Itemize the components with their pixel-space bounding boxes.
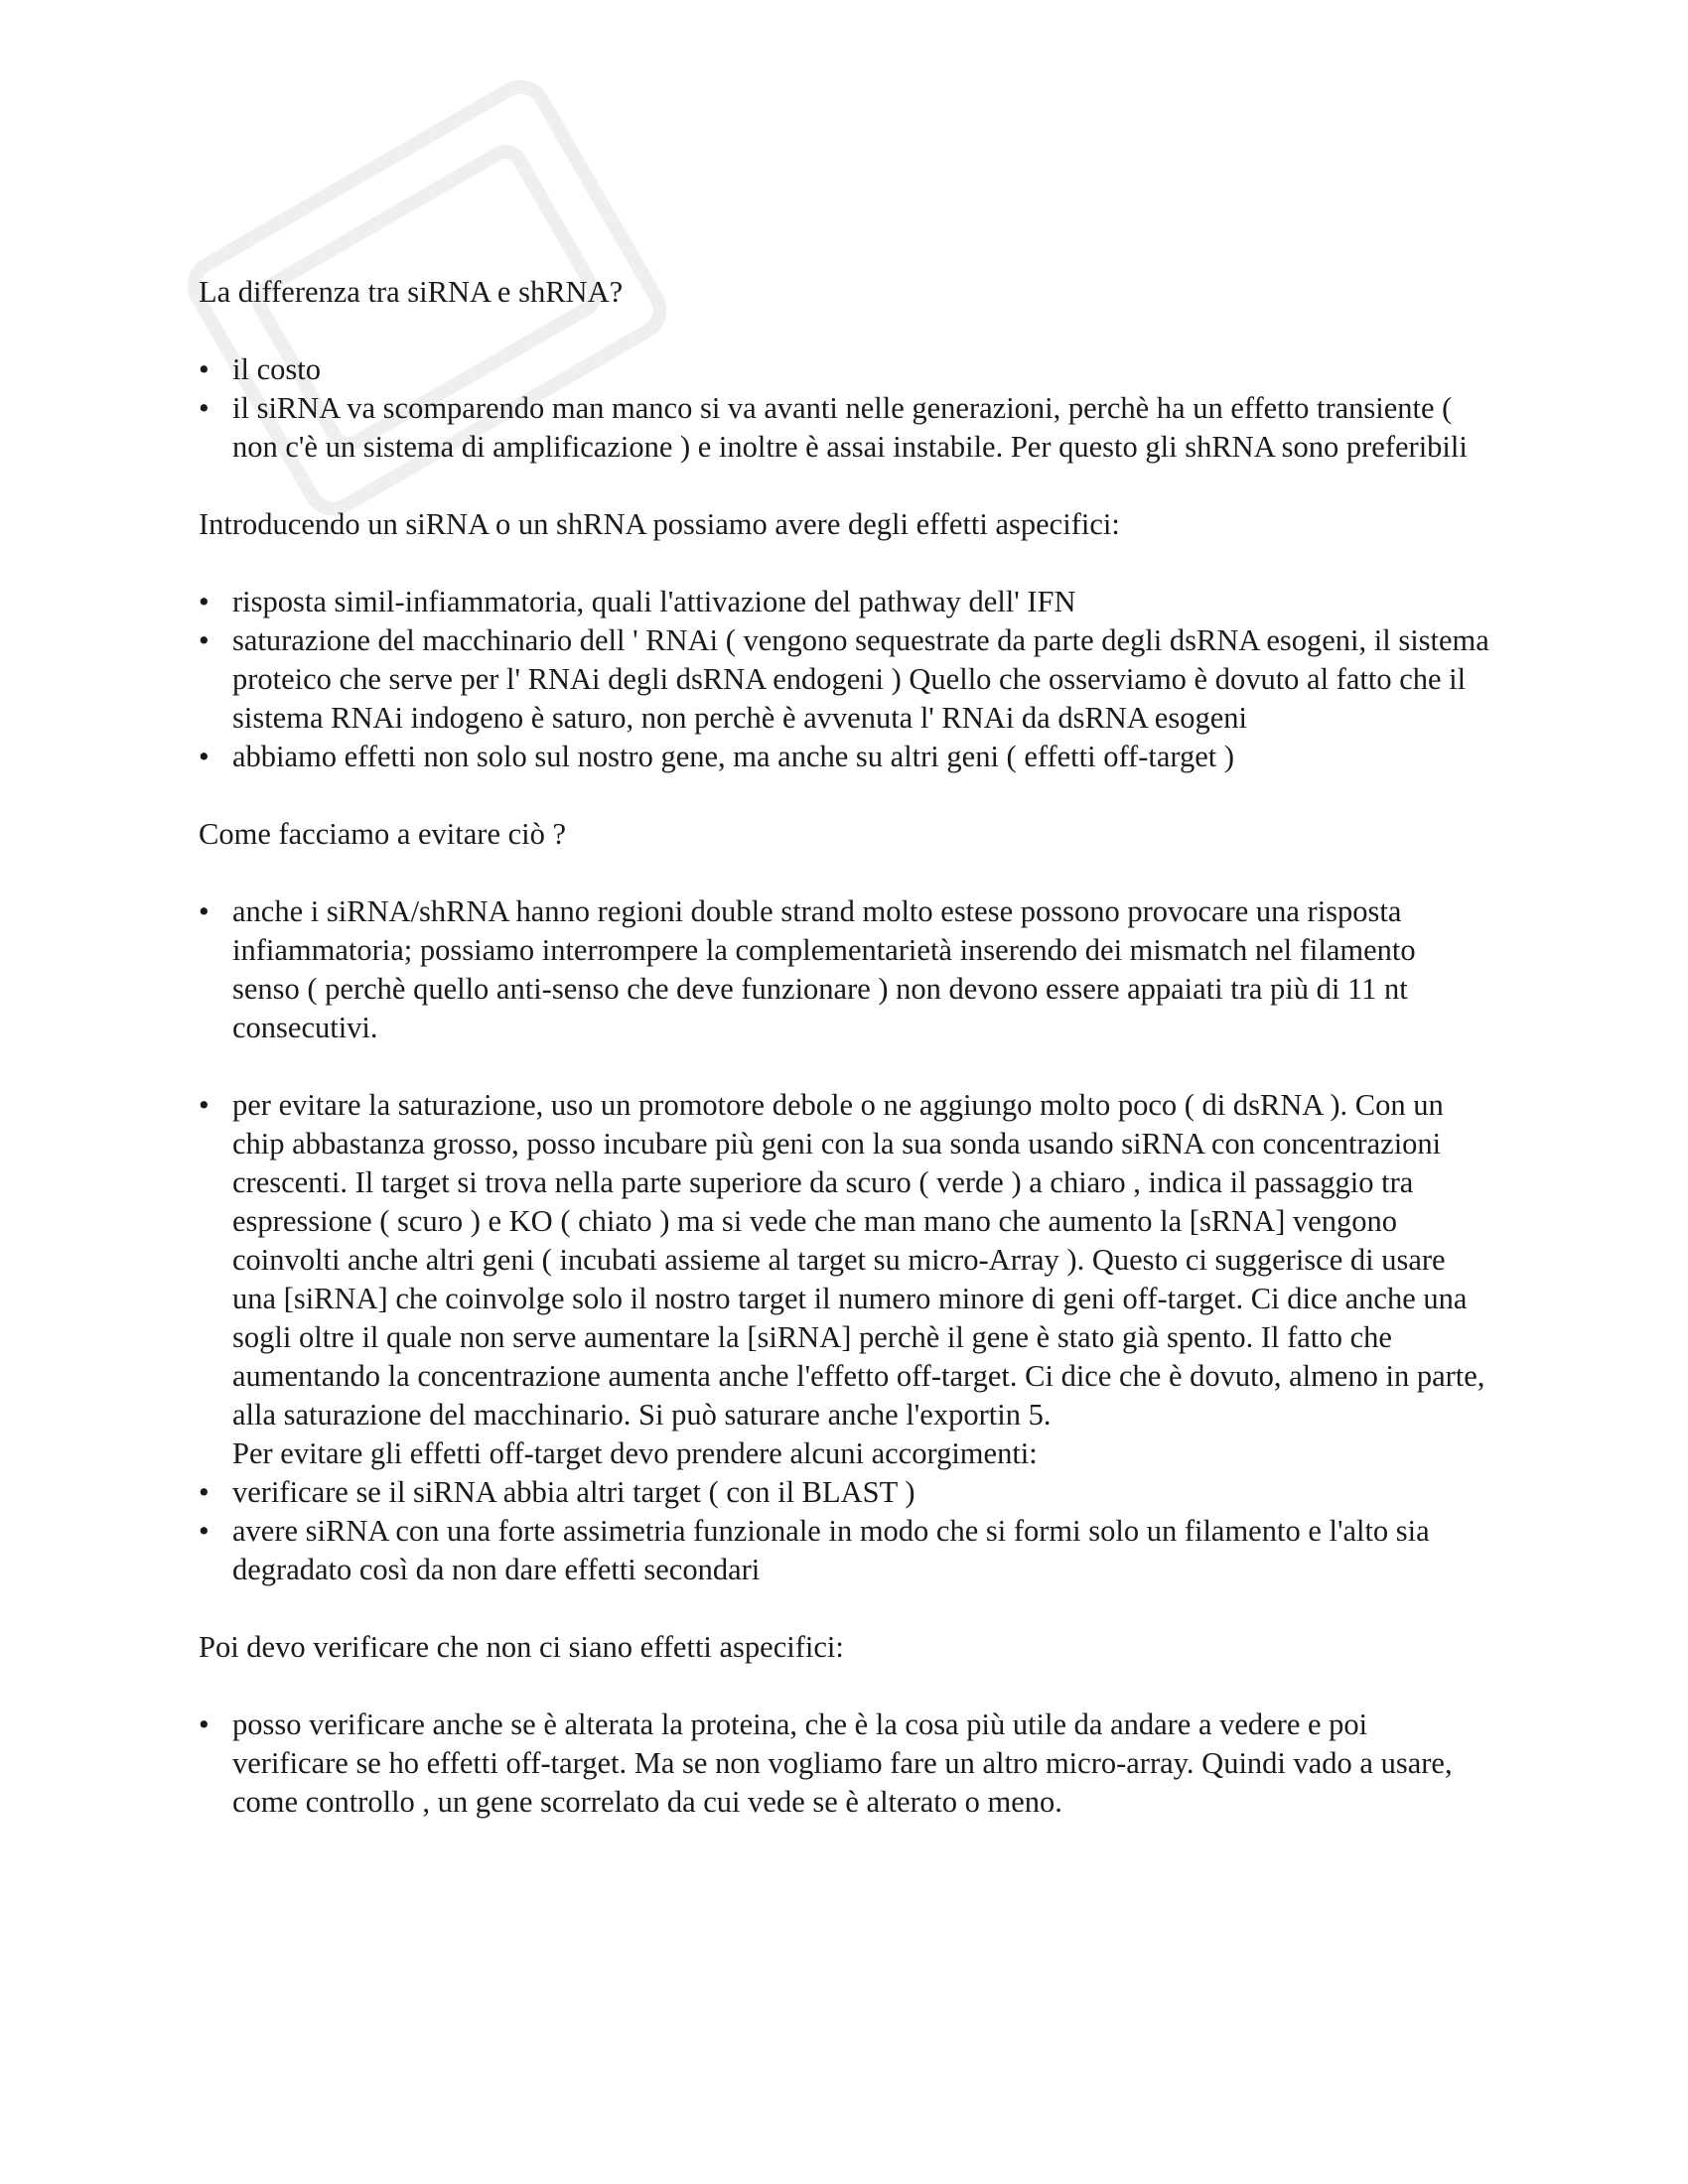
- list-item: • il siRNA va scomparendo man manco si va avanti nelle generazioni, perchè ha un effetto transiente ( non c'è un sistema di amplificazione ) e inoltre è assai instabile. Per questo gli shRNA sono preferibili: [199, 391, 1468, 464]
- document-body: [199, 273, 1489, 1860]
- indented-note: Per evitare gli effetti off-target devo prendere alcuni accorgimenti:: [232, 1436, 1038, 1470]
- list-item: • il costo: [199, 350, 1489, 389]
- list-item: • posso verificare anche se è alterata la proteina, che è la cosa più utile da andare a vedere e poi verificare se ho effetti off-target. Ma se non vogliamo fare un altro micro-array. Quindi vado a usare, come controllo , un gene scorrelato da cui vede se è alterato o meno.: [199, 1707, 1453, 1819]
- bullet-icon: •: [199, 352, 210, 386]
- question-heading-2: Introducendo un siRNA o un shRNA possiamo avere degli effetti aspecifici:: [199, 507, 1120, 541]
- question-heading-1: La differenza tra siRNA e shRNA?: [199, 275, 624, 309]
- bullet-icon: •: [199, 391, 210, 425]
- bullet-icon: •: [199, 623, 210, 657]
- bullet-icon: •: [199, 1707, 210, 1741]
- question-heading-3: Come facciamo a evitare ciò ?: [199, 817, 567, 851]
- question-heading-4: Poi devo verificare che non ci siano effetti aspecifici:: [199, 1630, 844, 1664]
- bullet-icon: •: [199, 1088, 210, 1122]
- list-item: • avere siRNA con una forte assimetria funzionale in modo che si formi solo un filamento e l'alto sia degradato così da non dare effetti secondari: [199, 1514, 1430, 1586]
- bullet-icon: •: [199, 585, 210, 618]
- bullet-list-3a: [199, 892, 1489, 1047]
- list-item: • verificare se il siRNA abbia altri target ( con il BLAST ): [199, 1473, 1489, 1512]
- list-item: • risposta simil-infiammatoria, quali l'attivazione del pathway dell' IFN: [199, 583, 1489, 621]
- bullet-icon: •: [199, 894, 210, 928]
- bullet-list-3c: [199, 1473, 1489, 1589]
- bullet-list-2: [199, 583, 1489, 776]
- bullet-icon: •: [199, 1475, 210, 1509]
- bullet-icon: •: [199, 1514, 210, 1548]
- bullet-list-3b: [199, 1086, 1489, 1434]
- bullet-list-1: [199, 350, 1489, 467]
- list-item: • abbiamo effetti non solo sul nostro gene, ma anche su altri geni ( effetti off-target ): [199, 738, 1489, 776]
- bullet-icon: •: [199, 740, 210, 773]
- list-item: • saturazione del macchinario dell ' RNAi ( vengono sequestrate da parte degli dsRNA esogeni, il sistema proteico che serve per l' RNAi degli dsRNA endogeni ) Quello che osserviamo è dovuto al fatto che il sistema RNAi indogeno è saturo, non perchè è avvenuta l' RNAi da dsRNA esogeni: [199, 623, 1489, 735]
- list-item: • per evitare la saturazione, uso un promotore debole o ne aggiungo molto poco ( di dsRNA ). Con un chip abbastanza grosso, posso incubare più geni con la sua sonda usando siRNA con concentrazioni crescenti. Il target si trova nella parte superiore da scuro ( verde ) a chiaro , indica il passaggio tra espressione ( scuro ) e KO ( chiato ) ma si vede che man mano che aumento la [sRNA] vengono coinvolti anche altri geni ( incubati assieme al target su micro-Array ). Questo ci suggerisce di usare una [siRNA] che coinvolge solo il nostro target il numero minore di geni off-target. Ci dice anche una sogli oltre il quale non serve aumentare la [siRNA] perchè il gene è stato già spento. Il fatto che aumentando la concentrazione aumenta anche l'effetto off-target. Ci dice che è dovuto, almeno in parte, alla saturazione del macchinario. Si può saturare anche l'exportin 5.: [199, 1088, 1485, 1432]
- bullet-list-4: [199, 1706, 1489, 1822]
- list-item: • anche i siRNA/shRNA hanno regioni double strand molto estese possono provocare una risposta infiammatoria; possiamo interrompere la complementarietà inserendo dei mismatch nel filamento senso ( perchè quello anti-senso che deve funzionare ) non devono essere appaiati tra più di 11 nt consecutivi.: [199, 894, 1416, 1044]
